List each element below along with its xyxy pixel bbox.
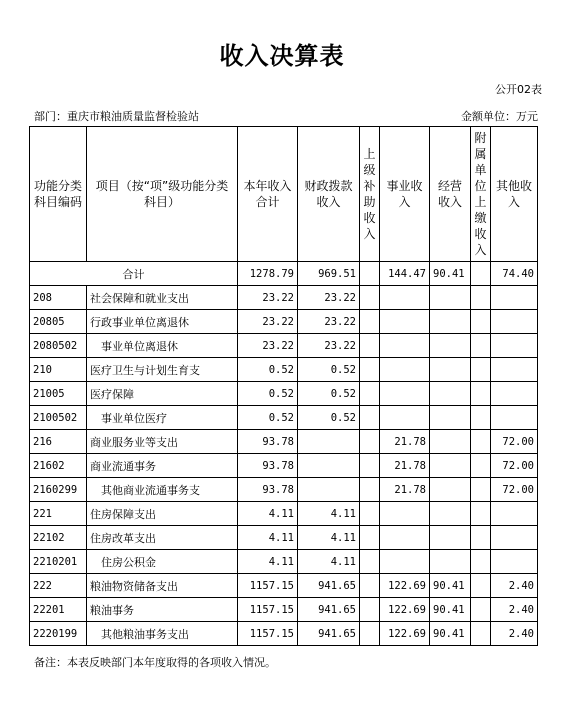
row-name: 医疗卫生与计划生育支 xyxy=(87,358,238,382)
row-operating xyxy=(430,358,471,382)
row-fiscal: 941.65 xyxy=(298,574,360,598)
row-fiscal: 941.65 xyxy=(298,622,360,646)
row-name: 事业单位离退休 xyxy=(87,334,238,358)
header-code: 功能分类科目编码 xyxy=(30,127,87,262)
table-row xyxy=(30,382,538,406)
row-name: 粮油物资储备支出 xyxy=(87,574,238,598)
row-code: 22201 xyxy=(30,598,87,622)
total-other: 74.40 xyxy=(491,262,538,286)
row-code: 216 xyxy=(30,430,87,454)
row-affiliated xyxy=(471,406,491,430)
row-operating xyxy=(430,334,471,358)
row-name: 事业单位医疗 xyxy=(87,406,238,430)
row-business xyxy=(380,310,430,334)
header-superior: 上级补助收入 xyxy=(360,127,380,262)
row-name: 社会保障和就业支出 xyxy=(87,286,238,310)
row-code: 21602 xyxy=(30,454,87,478)
row-business xyxy=(380,286,430,310)
row-total: 4.11 xyxy=(238,502,298,526)
header-total: 本年收入合计 xyxy=(238,127,298,262)
row-affiliated xyxy=(471,502,491,526)
row-name: 住房保障支出 xyxy=(87,502,238,526)
table-row xyxy=(30,430,538,454)
row-affiliated xyxy=(471,526,491,550)
row-superior xyxy=(360,358,380,382)
row-business: 122.69 xyxy=(380,574,430,598)
row-code: 210 xyxy=(30,358,87,382)
table-row xyxy=(30,502,538,526)
row-code: 2220199 xyxy=(30,622,87,646)
row-affiliated xyxy=(471,358,491,382)
row-affiliated xyxy=(471,310,491,334)
total-superior xyxy=(360,262,380,286)
row-affiliated xyxy=(471,334,491,358)
row-fiscal: 0.52 xyxy=(298,358,360,382)
row-affiliated xyxy=(471,430,491,454)
header-business: 事业收入 xyxy=(380,127,430,262)
row-affiliated xyxy=(471,382,491,406)
row-business xyxy=(380,550,430,574)
row-operating xyxy=(430,550,471,574)
row-fiscal: 23.22 xyxy=(298,334,360,358)
row-code: 2100502 xyxy=(30,406,87,430)
row-affiliated xyxy=(471,478,491,502)
table-row xyxy=(30,550,538,574)
row-other: 2.40 xyxy=(491,574,538,598)
row-business: 21.78 xyxy=(380,454,430,478)
row-fiscal: 0.52 xyxy=(298,382,360,406)
page-title: 收入决算表 xyxy=(219,41,345,70)
row-business: 122.69 xyxy=(380,598,430,622)
row-superior xyxy=(360,526,380,550)
row-affiliated xyxy=(471,454,491,478)
row-name: 商业流通事务 xyxy=(87,454,238,478)
row-operating: 90.41 xyxy=(430,574,471,598)
form-code: 公开02表 xyxy=(495,83,542,96)
row-name: 其他粮油事务支出 xyxy=(87,622,238,646)
header-operating: 经营收入 xyxy=(430,127,471,262)
table-row xyxy=(30,286,538,310)
row-other: 72.00 xyxy=(491,430,538,454)
row-superior xyxy=(360,382,380,406)
row-total: 23.22 xyxy=(238,334,298,358)
row-name: 住房公积金 xyxy=(87,550,238,574)
row-code: 22102 xyxy=(30,526,87,550)
table-row xyxy=(30,526,538,550)
row-name: 医疗保障 xyxy=(87,382,238,406)
unit-label: 金额单位：万元 xyxy=(461,110,538,123)
header-item: 项目（按“项”级功能分类科目） xyxy=(87,127,238,262)
row-name: 商业服务业等支出 xyxy=(87,430,238,454)
row-other: 2.40 xyxy=(491,622,538,646)
row-business: 122.69 xyxy=(380,622,430,646)
row-business xyxy=(380,358,430,382)
table-row xyxy=(30,622,538,646)
row-business xyxy=(380,334,430,358)
row-fiscal: 23.22 xyxy=(298,286,360,310)
row-operating xyxy=(430,502,471,526)
total-label: 合计 xyxy=(30,262,238,286)
row-fiscal: 23.22 xyxy=(298,310,360,334)
meta-line xyxy=(34,108,538,124)
row-total: 93.78 xyxy=(238,454,298,478)
row-other: 72.00 xyxy=(491,478,538,502)
row-total: 0.52 xyxy=(238,406,298,430)
row-operating xyxy=(430,430,471,454)
row-total: 0.52 xyxy=(238,382,298,406)
row-operating xyxy=(430,526,471,550)
row-fiscal xyxy=(298,430,360,454)
row-fiscal: 4.11 xyxy=(298,550,360,574)
row-operating xyxy=(430,478,471,502)
row-operating xyxy=(430,310,471,334)
row-code: 208 xyxy=(30,286,87,310)
table-row xyxy=(30,406,538,430)
footnote: 备注：本表反映部门本年度取得的各项收入情况。 xyxy=(34,656,276,669)
total-business: 144.47 xyxy=(380,262,430,286)
row-total: 23.22 xyxy=(238,286,298,310)
row-superior xyxy=(360,406,380,430)
row-code: 2210201 xyxy=(30,550,87,574)
header-fiscal: 财政拨款收入 xyxy=(298,127,360,262)
department-label: 部门：重庆市粮油质量监督检验站 xyxy=(34,110,199,123)
row-affiliated xyxy=(471,574,491,598)
income-table xyxy=(29,126,538,646)
row-superior xyxy=(360,454,380,478)
row-superior xyxy=(360,502,380,526)
row-other: 72.00 xyxy=(491,454,538,478)
row-other xyxy=(491,382,538,406)
row-total: 1157.15 xyxy=(238,574,298,598)
row-affiliated xyxy=(471,286,491,310)
row-business xyxy=(380,406,430,430)
table-row xyxy=(30,574,538,598)
table-row xyxy=(30,310,538,334)
row-total: 93.78 xyxy=(238,478,298,502)
row-superior xyxy=(360,310,380,334)
row-operating: 90.41 xyxy=(430,622,471,646)
row-affiliated xyxy=(471,598,491,622)
row-business xyxy=(380,382,430,406)
row-code: 2080502 xyxy=(30,334,87,358)
row-operating xyxy=(430,454,471,478)
table-row xyxy=(30,334,538,358)
row-total: 93.78 xyxy=(238,430,298,454)
row-superior xyxy=(360,622,380,646)
row-superior xyxy=(360,574,380,598)
header-affiliated: 附属单位上缴收入 xyxy=(471,127,491,262)
row-affiliated xyxy=(471,550,491,574)
row-other xyxy=(491,502,538,526)
row-business: 21.78 xyxy=(380,478,430,502)
row-fiscal xyxy=(298,454,360,478)
header-other: 其他收入 xyxy=(491,127,538,262)
total-affiliated xyxy=(471,262,491,286)
row-other xyxy=(491,358,538,382)
row-other xyxy=(491,310,538,334)
row-superior xyxy=(360,334,380,358)
row-name: 住房改革支出 xyxy=(87,526,238,550)
row-superior xyxy=(360,598,380,622)
row-code: 2160299 xyxy=(30,478,87,502)
row-operating xyxy=(430,286,471,310)
row-name: 其他商业流通事务支 xyxy=(87,478,238,502)
total-total: 1278.79 xyxy=(238,262,298,286)
row-operating: 90.41 xyxy=(430,598,471,622)
total-row xyxy=(30,262,538,286)
row-fiscal xyxy=(298,478,360,502)
row-code: 21005 xyxy=(30,382,87,406)
row-fiscal: 941.65 xyxy=(298,598,360,622)
row-business xyxy=(380,502,430,526)
row-operating xyxy=(430,382,471,406)
header-row xyxy=(30,127,538,262)
row-fiscal: 4.11 xyxy=(298,526,360,550)
row-other xyxy=(491,526,538,550)
row-fiscal: 4.11 xyxy=(298,502,360,526)
row-code: 222 xyxy=(30,574,87,598)
row-other xyxy=(491,334,538,358)
row-total: 4.11 xyxy=(238,550,298,574)
row-total: 1157.15 xyxy=(238,622,298,646)
row-name: 行政事业单位离退休 xyxy=(87,310,238,334)
row-business xyxy=(380,526,430,550)
row-business: 21.78 xyxy=(380,430,430,454)
row-fiscal: 0.52 xyxy=(298,406,360,430)
row-superior xyxy=(360,286,380,310)
row-total: 23.22 xyxy=(238,310,298,334)
row-other xyxy=(491,550,538,574)
row-superior xyxy=(360,430,380,454)
table-row xyxy=(30,598,538,622)
row-other xyxy=(491,286,538,310)
table-row xyxy=(30,358,538,382)
row-superior xyxy=(360,478,380,502)
row-affiliated xyxy=(471,622,491,646)
row-total: 4.11 xyxy=(238,526,298,550)
row-other xyxy=(491,406,538,430)
row-total: 1157.15 xyxy=(238,598,298,622)
row-superior xyxy=(360,550,380,574)
row-code: 221 xyxy=(30,502,87,526)
table-row xyxy=(30,454,538,478)
row-name: 粮油事务 xyxy=(87,598,238,622)
total-fiscal: 969.51 xyxy=(298,262,360,286)
row-operating xyxy=(430,406,471,430)
row-total: 0.52 xyxy=(238,358,298,382)
table-row xyxy=(30,478,538,502)
total-operating: 90.41 xyxy=(430,262,471,286)
row-code: 20805 xyxy=(30,310,87,334)
row-other: 2.40 xyxy=(491,598,538,622)
